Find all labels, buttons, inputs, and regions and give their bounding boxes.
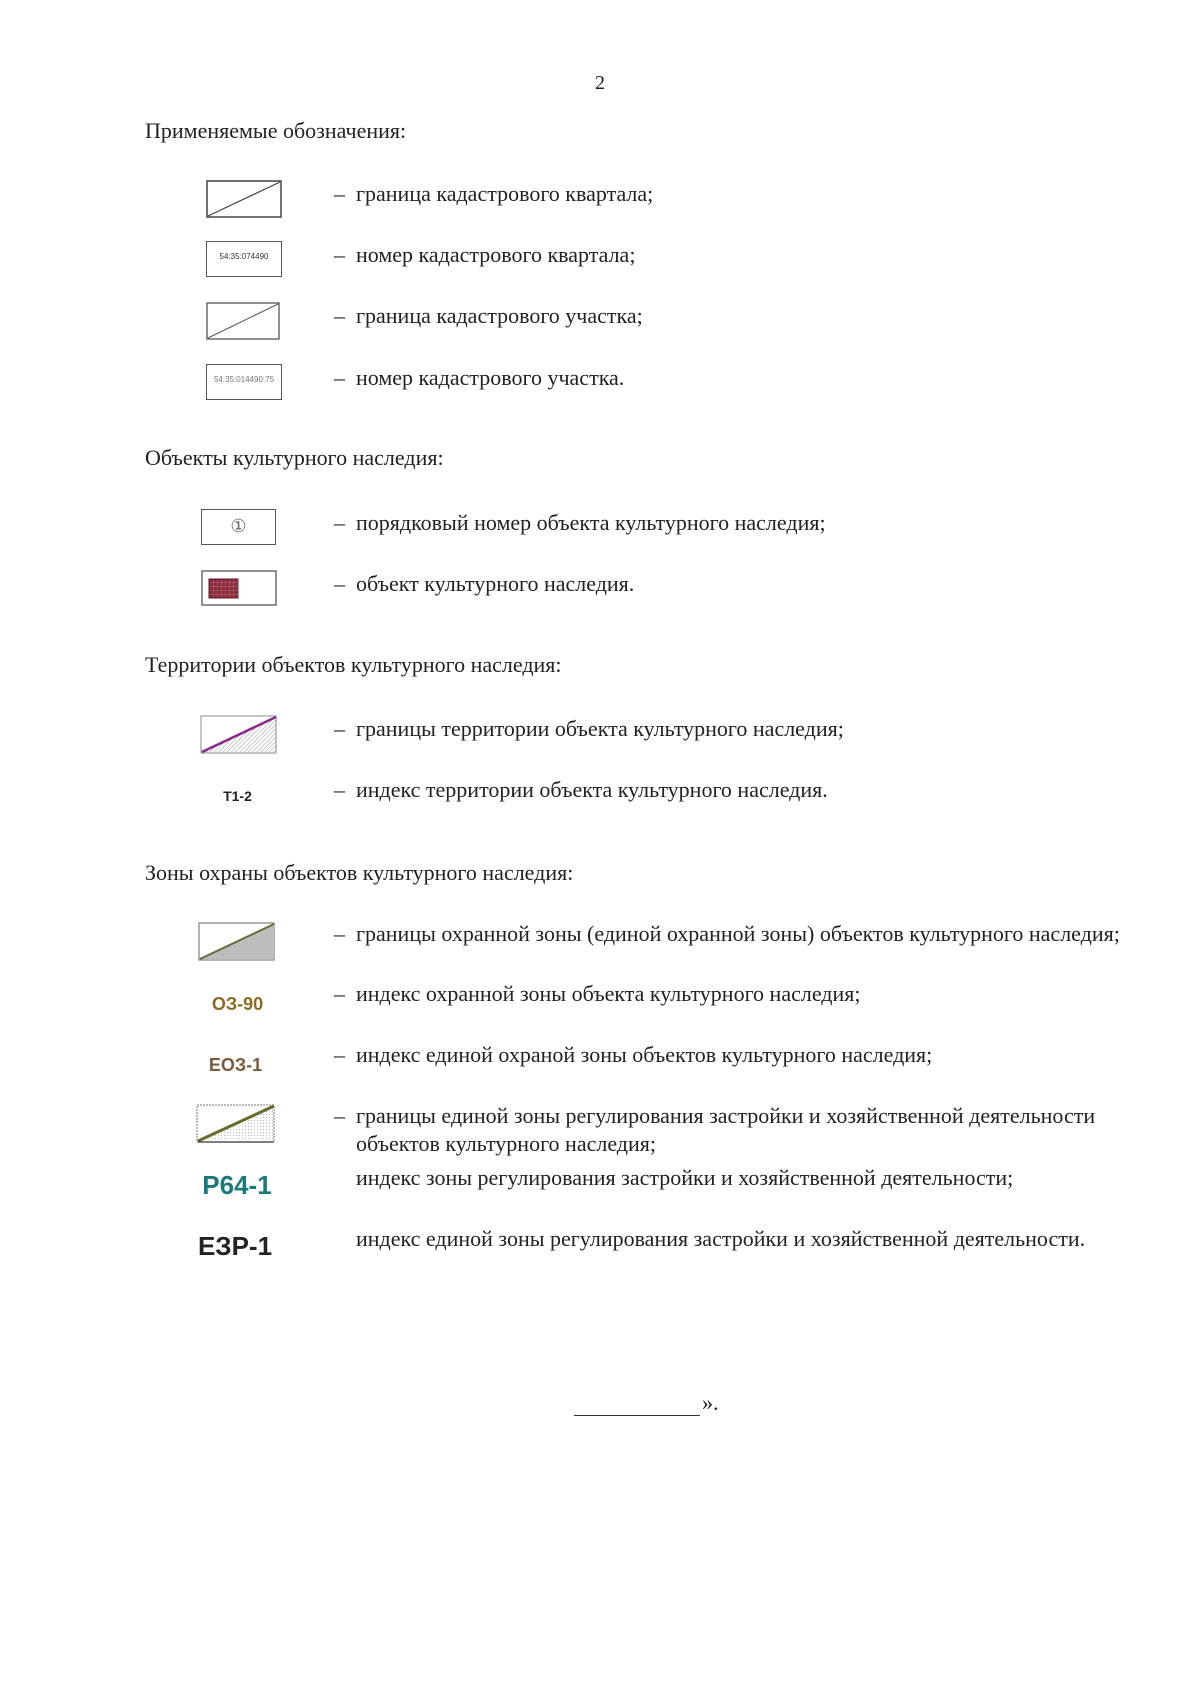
legend-label: границы единой зоны регулирования застройки и хозяйственной деятельности объектов культурного наследия; xyxy=(356,1103,1096,1156)
legend-item xyxy=(0,776,1200,816)
legend-item xyxy=(0,980,1200,1020)
dash: – xyxy=(334,365,345,390)
heritage-object-number-symbol: ① xyxy=(201,509,276,545)
closing-line xyxy=(574,1390,719,1416)
legend-label: индекс зоны регулирования застройки и хозяйственной деятельности; xyxy=(356,1165,1014,1190)
signature-blank xyxy=(574,1393,700,1416)
legend-item xyxy=(0,570,1200,610)
dash: – xyxy=(334,921,345,946)
legend-label: объект культурного наследия. xyxy=(356,571,635,596)
legend-item xyxy=(0,1164,1200,1204)
legend-label: граница кадастрового участка; xyxy=(356,303,643,328)
heritage-territory-boundary-symbol xyxy=(200,715,278,755)
legend-item xyxy=(0,241,1200,281)
cadastral-block-number-symbol: 54:35:074490 xyxy=(206,241,282,277)
legend-label: номер кадастрового участка. xyxy=(356,365,625,390)
legend-item xyxy=(0,302,1200,342)
dash: – xyxy=(334,242,345,267)
unified-protection-zone-index-symbol: ЕОЗ-1 xyxy=(208,1055,263,1075)
legend-label: индекс единой охраной зоны объектов культурного наследия; xyxy=(356,1042,933,1067)
closing-quote: ». xyxy=(702,1390,719,1415)
legend-item xyxy=(0,180,1200,220)
dash: – xyxy=(334,1042,345,1067)
dash: – xyxy=(334,571,345,596)
dash: – xyxy=(334,303,345,328)
section-heading-heritage-objects: Объекты культурного наследия: xyxy=(145,445,444,470)
section-heading-symbols: Применяемые обозначения: xyxy=(145,118,407,143)
section-heading-heritage-territories: Территории объектов культурного наследия: xyxy=(145,652,562,677)
dash: – xyxy=(334,510,345,535)
legend-label: индекс охранной зоны объекта культурного наследия; xyxy=(356,981,861,1006)
legend-item xyxy=(0,364,1200,404)
regulation-zone-boundary-symbol xyxy=(196,1104,276,1144)
legend-label: номер кадастрового квартала; xyxy=(356,242,636,267)
legend-label: границы территории объекта культурного наследия; xyxy=(356,716,844,741)
unified-regulation-zone-index-symbol: ЕЗР-1 xyxy=(197,1231,273,1261)
heritage-object-symbol xyxy=(201,570,277,606)
legend-item xyxy=(0,1225,1200,1295)
legend-item xyxy=(0,509,1200,549)
legend-item xyxy=(0,1102,1200,1172)
cadastral-block-boundary-symbol xyxy=(206,180,282,218)
page-number: 2 xyxy=(595,72,605,94)
cadastral-parcel-number-symbol: 54:35:014490:75 xyxy=(206,364,282,400)
legend-item xyxy=(0,1041,1200,1081)
legend-label: границы охранной зоны (единой охранной зоны) объектов культурного наследия; xyxy=(356,921,1120,946)
dash: – xyxy=(334,1103,345,1128)
regulation-zone-index-symbol: Р64-1 xyxy=(202,1170,272,1200)
territory-index-symbol: Т1-2 xyxy=(223,788,252,804)
dash: – xyxy=(334,777,345,802)
section-heading-protection-zones: Зоны охраны объектов культурного наследия: xyxy=(145,860,574,885)
protection-zone-boundary-symbol xyxy=(198,922,276,962)
legend-label: порядковый номер объекта культурного наследия; xyxy=(356,510,826,535)
legend-label: индекс единой зоны регулирования застройки и хозяйственной деятельности. xyxy=(356,1226,1086,1251)
dash: – xyxy=(334,981,345,1006)
cadastral-parcel-boundary-symbol xyxy=(206,302,280,340)
dash: – xyxy=(334,181,345,206)
dash: – xyxy=(334,716,345,741)
legend-item xyxy=(0,715,1200,755)
legend-label: граница кадастрового квартала; xyxy=(356,181,654,206)
protection-zone-index-symbol: ОЗ-90 xyxy=(211,994,264,1014)
legend-label: индекс территории объекта культурного наследия. xyxy=(356,777,828,802)
